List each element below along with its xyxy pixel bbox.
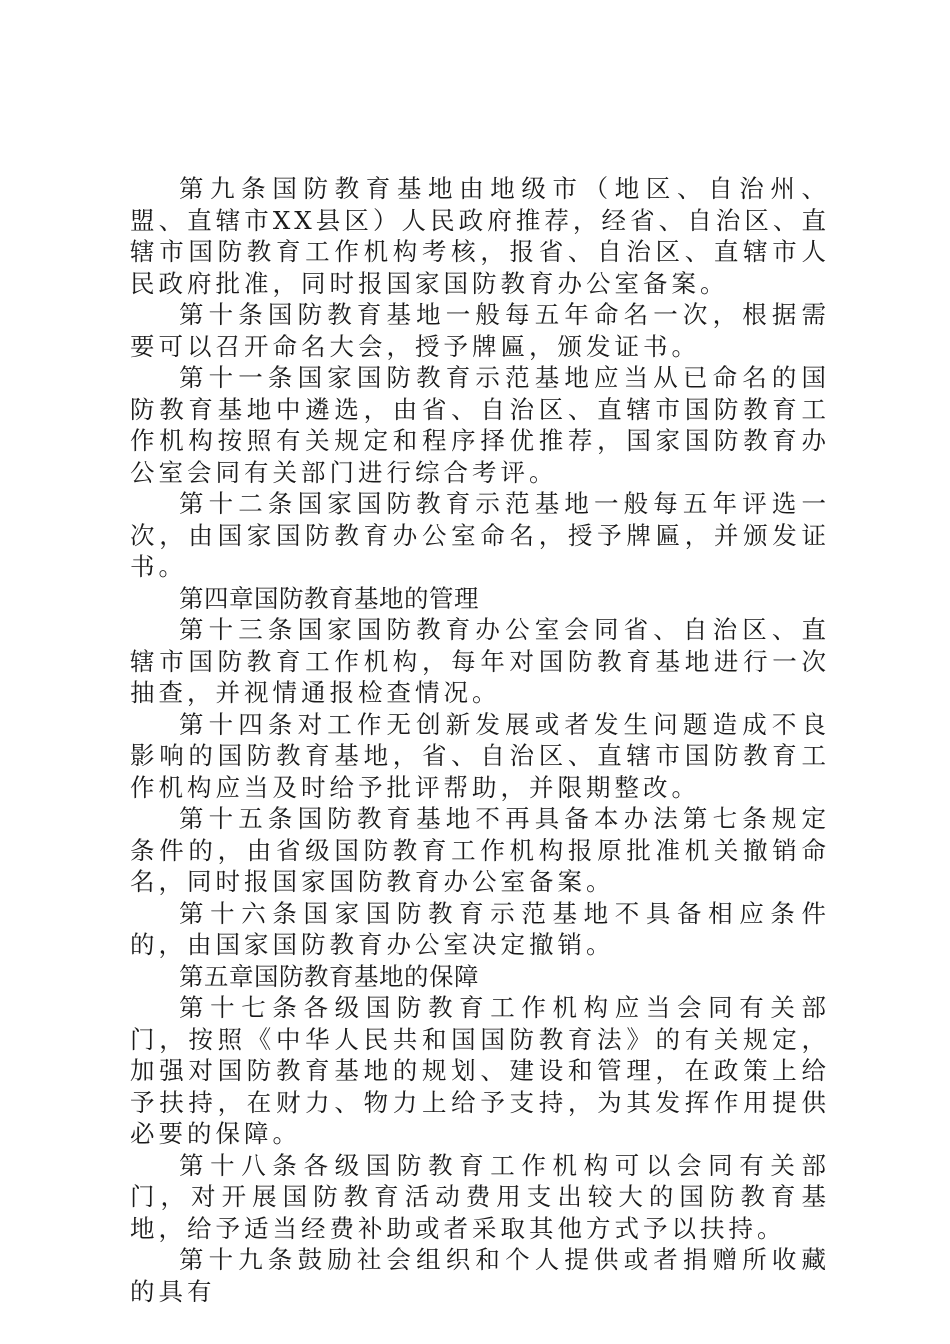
paragraph-article-12: 第十二条国家国防教育示范基地一般每五年评选一次，由国家国防教育办公室命名，授予牌匾，并颁发证书。 bbox=[130, 489, 830, 581]
paragraph-article-17: 第十七条各级国防教育工作机构应当会同有关部门，按照《中华人民共和国国防教育法》的有关规定，加强对国防教育基地的规划、建设和管理，在政策上给予扶持，在财力、物力上给予支持，为其发挥作用提供必要的保障。 bbox=[130, 993, 830, 1148]
paragraph-article-11: 第十一条国家国防教育示范基地应当从已命名的国防教育基地中遴选，由省、自治区、直辖市国防教育工作机构按照有关规定和程序择优推荐，国家国防教育办公室会同有关部门进行综合考评。 bbox=[130, 363, 830, 487]
chapter-4-heading: 第四章国防教育基地的管理 bbox=[179, 583, 479, 613]
chapter-5-heading: 第五章国防教育基地的保障 bbox=[179, 961, 479, 991]
paragraph-article-19: 第十九条鼓励社会组织和个人提供或者捐赠所收藏的具有 bbox=[130, 1245, 830, 1306]
paragraph-article-14: 第十四条对工作无创新发展或者发生问题造成不良影响的国防教育基地，省、自治区、直辖市国防教育工作机构应当及时给予批评帮助，并限期整改。 bbox=[130, 709, 830, 802]
paragraph-article-9: 第九条国防教育基地由地级市（地区、自治州、盟、直辖市XX县区）人民政府推荐，经省、自治区、直辖市国防教育工作机构考核，报省、自治区、直辖市人民政府批准，同时报国家国防教育办公室备案。 bbox=[130, 174, 830, 298]
document-body bbox=[130, 173, 830, 1307]
paragraph-article-15: 第十五条国防教育基地不再具备本办法第七条规定条件的，由省级国防教育工作机构报原批准机关撤销命名，同时报国家国防教育办公室备案。 bbox=[130, 804, 830, 896]
paragraph-article-18: 第十八条各级国防教育工作机构可以会同有关部门，对开展国防教育活动费用支出较大的国防教育基地，给予适当经费补助或者采取其他方式予以扶持。 bbox=[130, 1150, 830, 1243]
paragraph-article-16: 第十六条国家国防教育示范基地不具备相应条件的，由国家国防教育办公室决定撤销。 bbox=[130, 898, 830, 959]
paragraph-article-10: 第十条国防教育基地一般每五年命名一次，根据需要可以召开命名大会，授予牌匾，颁发证书。 bbox=[130, 300, 830, 361]
paragraph-article-13: 第十三条国家国防教育办公室会同省、自治区、直辖市国防教育工作机构，每年对国防教育基地进行一次抽查，并视情通报检查情况。 bbox=[130, 615, 830, 707]
